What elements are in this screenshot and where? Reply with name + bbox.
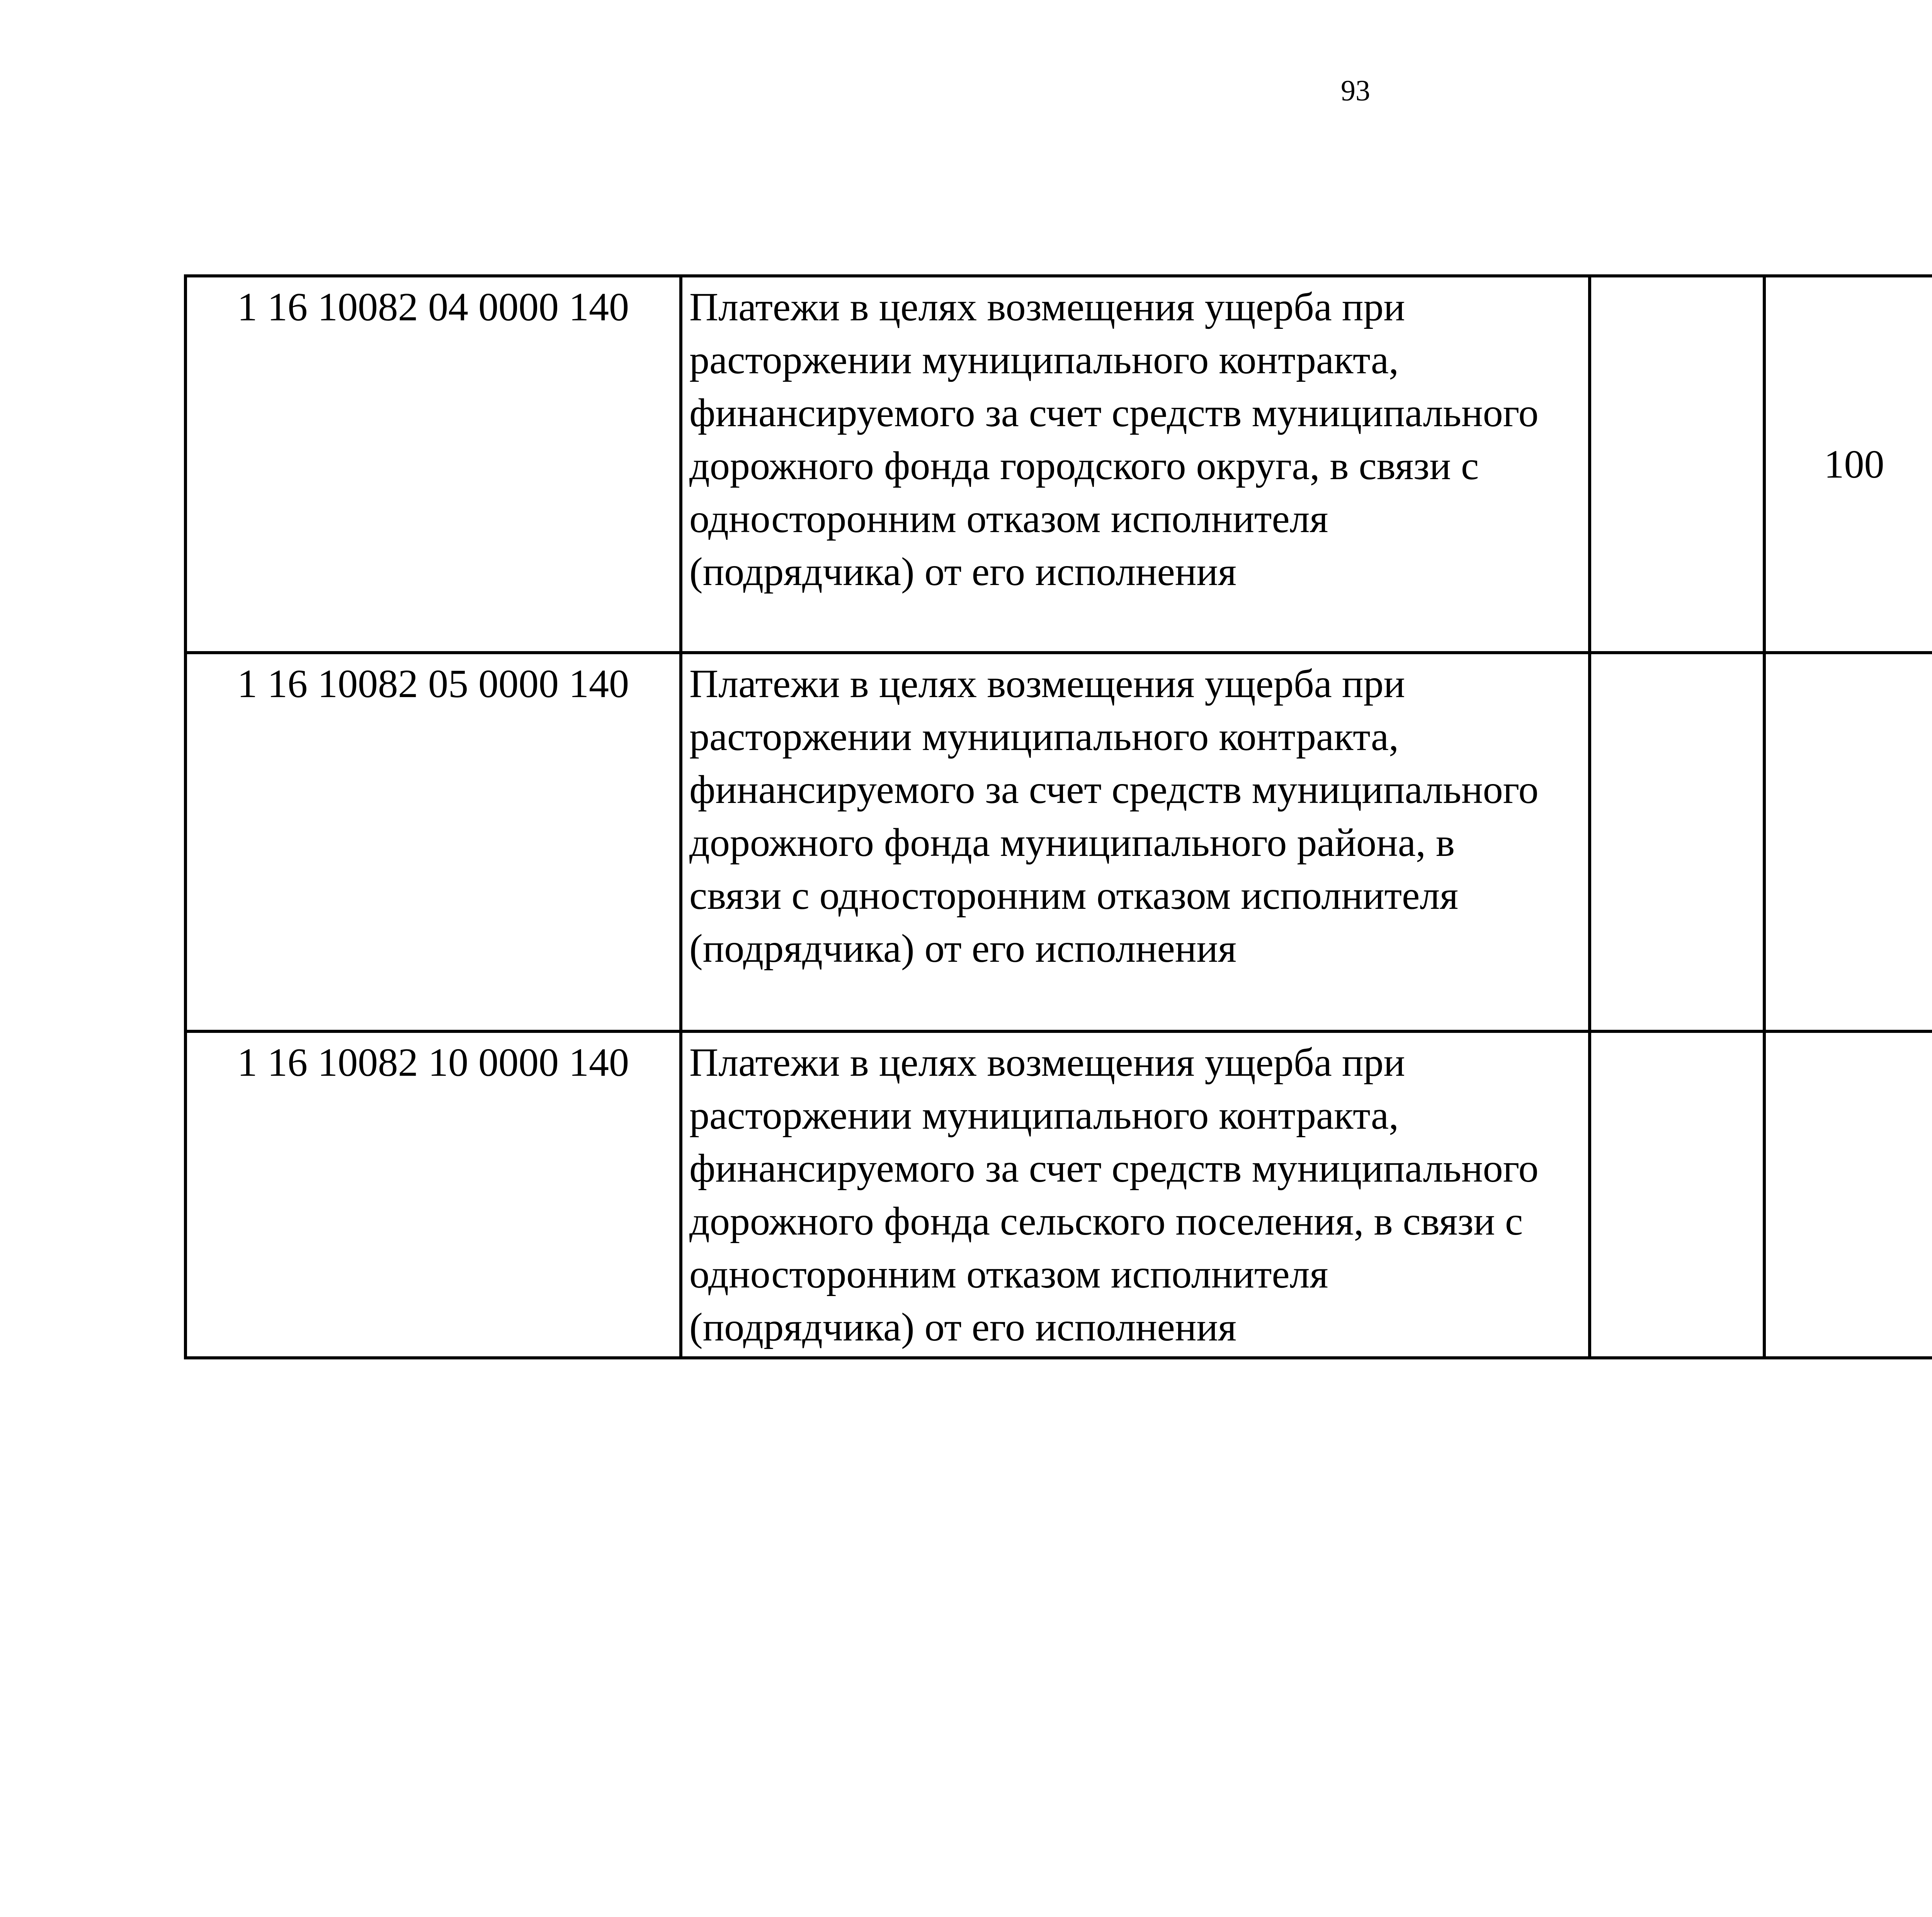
description-line: односторонним отказом исполнителя bbox=[689, 1252, 1328, 1296]
description-line: финансируемого за счет средств муниципального bbox=[689, 391, 1539, 435]
table-row bbox=[185, 276, 1932, 653]
description-cell bbox=[681, 1031, 1590, 1358]
value-cell-col-1 bbox=[1590, 653, 1764, 1031]
budget-codes-table bbox=[184, 274, 1932, 1359]
description-line: (подрядчика) от его исполнения bbox=[689, 549, 1236, 594]
description-line: дорожного фонда сельского поселения, в связи с bbox=[689, 1199, 1523, 1243]
description-line: финансируемого за счет средств муниципального bbox=[689, 1146, 1539, 1191]
description-line: Платежи в целях возмещения ущерба при bbox=[689, 662, 1405, 706]
description-line: Платежи в целях возмещения ущерба при bbox=[689, 285, 1405, 329]
description-line: связи с односторонним отказом исполнителя bbox=[689, 873, 1458, 918]
description-line: Платежи в целях возмещения ущерба при bbox=[689, 1040, 1405, 1085]
description-line: (подрядчика) от его исполнения bbox=[689, 926, 1236, 971]
page-number: 93 bbox=[1341, 75, 1370, 107]
table-row bbox=[185, 653, 1932, 1031]
description-line: расторжении муниципального контракта, bbox=[689, 1093, 1399, 1138]
description-line: дорожного фонда муниципального района, в bbox=[689, 820, 1455, 865]
table-row bbox=[185, 1031, 1932, 1358]
description-line: односторонним отказом исполнителя bbox=[689, 497, 1328, 541]
description-line: финансируемого за счет средств муниципального bbox=[689, 767, 1539, 812]
description-line: (подрядчика) от его исполнения bbox=[689, 1305, 1236, 1349]
value-cell-col-1 bbox=[1590, 1031, 1764, 1358]
income-code-cell: 1 16 10082 04 0000 140 bbox=[185, 276, 681, 653]
income-code-cell: 1 16 10082 05 0000 140 bbox=[185, 653, 681, 1031]
value-cell-col-1 bbox=[1590, 276, 1764, 653]
income-code-cell: 1 16 10082 10 0000 140 bbox=[185, 1031, 681, 1358]
value-cell-col-2 bbox=[1764, 1031, 1932, 1358]
description-cell bbox=[681, 276, 1590, 653]
description-line: расторжении муниципального контракта, bbox=[689, 338, 1399, 382]
value-cell-col-2: 100 bbox=[1764, 276, 1932, 653]
value-cell-col-2 bbox=[1764, 653, 1932, 1031]
description-cell bbox=[681, 653, 1590, 1031]
description-line: дорожного фонда городского округа, в связи с bbox=[689, 444, 1479, 488]
description-line: расторжении муниципального контракта, bbox=[689, 714, 1399, 759]
